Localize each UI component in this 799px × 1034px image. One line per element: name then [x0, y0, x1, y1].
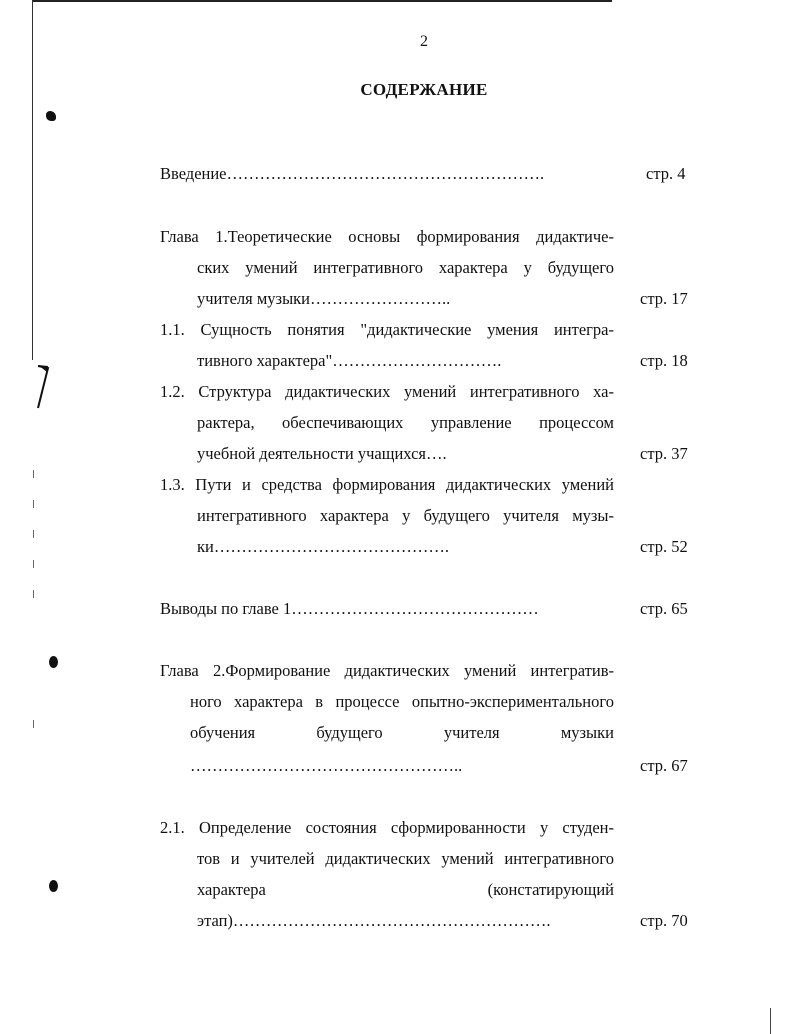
toc-chapter2-line2: ного характера в процессе опытно-экспериментального — [190, 692, 614, 711]
toc-1-1-line1: 1.1. Сущность понятия "дидактические умения интегра- — [160, 320, 614, 339]
page-title: СОДЕРЖАНИЕ — [360, 80, 488, 99]
scan-tick — [33, 720, 34, 728]
scan-edge-top — [32, 0, 612, 2]
toc-1-3-line3: ки……………………………………. — [197, 537, 449, 556]
ink-mark — [36, 362, 50, 410]
scan-tick — [33, 470, 34, 478]
toc-1-2-line1: 1.2. Структура дидактических умений интегративного ха- — [160, 382, 614, 401]
toc-chapter2-line4: ………………………………………….. — [190, 756, 463, 775]
scan-tick — [33, 530, 34, 538]
ink-blot-1 — [46, 111, 56, 121]
toc-1-2-page: стр. 37 — [640, 444, 688, 463]
scan-tick — [33, 500, 34, 508]
scan-tick — [33, 560, 34, 568]
scan-edge-right — [770, 1008, 771, 1034]
toc-2-1-line2: тов и учителей дидактических умений интегративного — [197, 849, 614, 868]
toc-intro-page: стр. 4 — [646, 164, 686, 183]
toc-chapter2-line1: Глава 2.Формирование дидактических умений интегратив- — [160, 661, 614, 680]
toc-2-1-line4: этап)…………………………………………………. — [197, 911, 551, 930]
binder-hole-1 — [49, 656, 58, 668]
page-number: 2 — [420, 33, 428, 50]
toc-chapter1-line1: Глава 1.Теоретические основы формирования дидактиче- — [160, 227, 614, 246]
toc-2-1-line1: 2.1. Определение состояния сформированности у студен- — [160, 818, 614, 837]
toc-chapter2-line3: обучения будущего учителя музыки — [190, 723, 614, 742]
toc-intro: Введение…………………………………………………. — [160, 164, 545, 183]
toc-chapter1-page: стр. 17 — [640, 289, 688, 308]
toc-1-3-page: стр. 52 — [640, 537, 688, 556]
toc-1-3-line1: 1.3. Пути и средства формирования дидактических умений — [160, 475, 614, 494]
toc-1-1-line2: тивного характера"…………………………. — [197, 351, 502, 370]
toc-2-1-page: стр. 70 — [640, 911, 688, 930]
scan-tick — [33, 590, 34, 598]
toc-1-2-line3: учебной деятельности учащихся…. — [197, 444, 447, 463]
toc-conclusions1-page: стр. 65 — [640, 599, 688, 618]
toc-2-1-line3: характера (констатирующий — [197, 880, 614, 899]
toc-chapter1-line3: учителя музыки…………………….. — [197, 289, 451, 308]
scan-edge-left — [32, 0, 33, 360]
binder-hole-2 — [49, 880, 58, 892]
toc-1-1-page: стр. 18 — [640, 351, 688, 370]
toc-conclusions1: Выводы по главе 1……………………………………… — [160, 599, 539, 618]
toc-1-2-line2: рактера, обеспечивающих управление процессом — [197, 413, 614, 432]
toc-chapter1-line2: ских умений интегративного характера у будущего — [197, 258, 614, 277]
toc-chapter2-page: стр. 67 — [640, 756, 688, 775]
toc-1-3-line2: интегративного характера у будущего учителя музы- — [197, 506, 614, 525]
